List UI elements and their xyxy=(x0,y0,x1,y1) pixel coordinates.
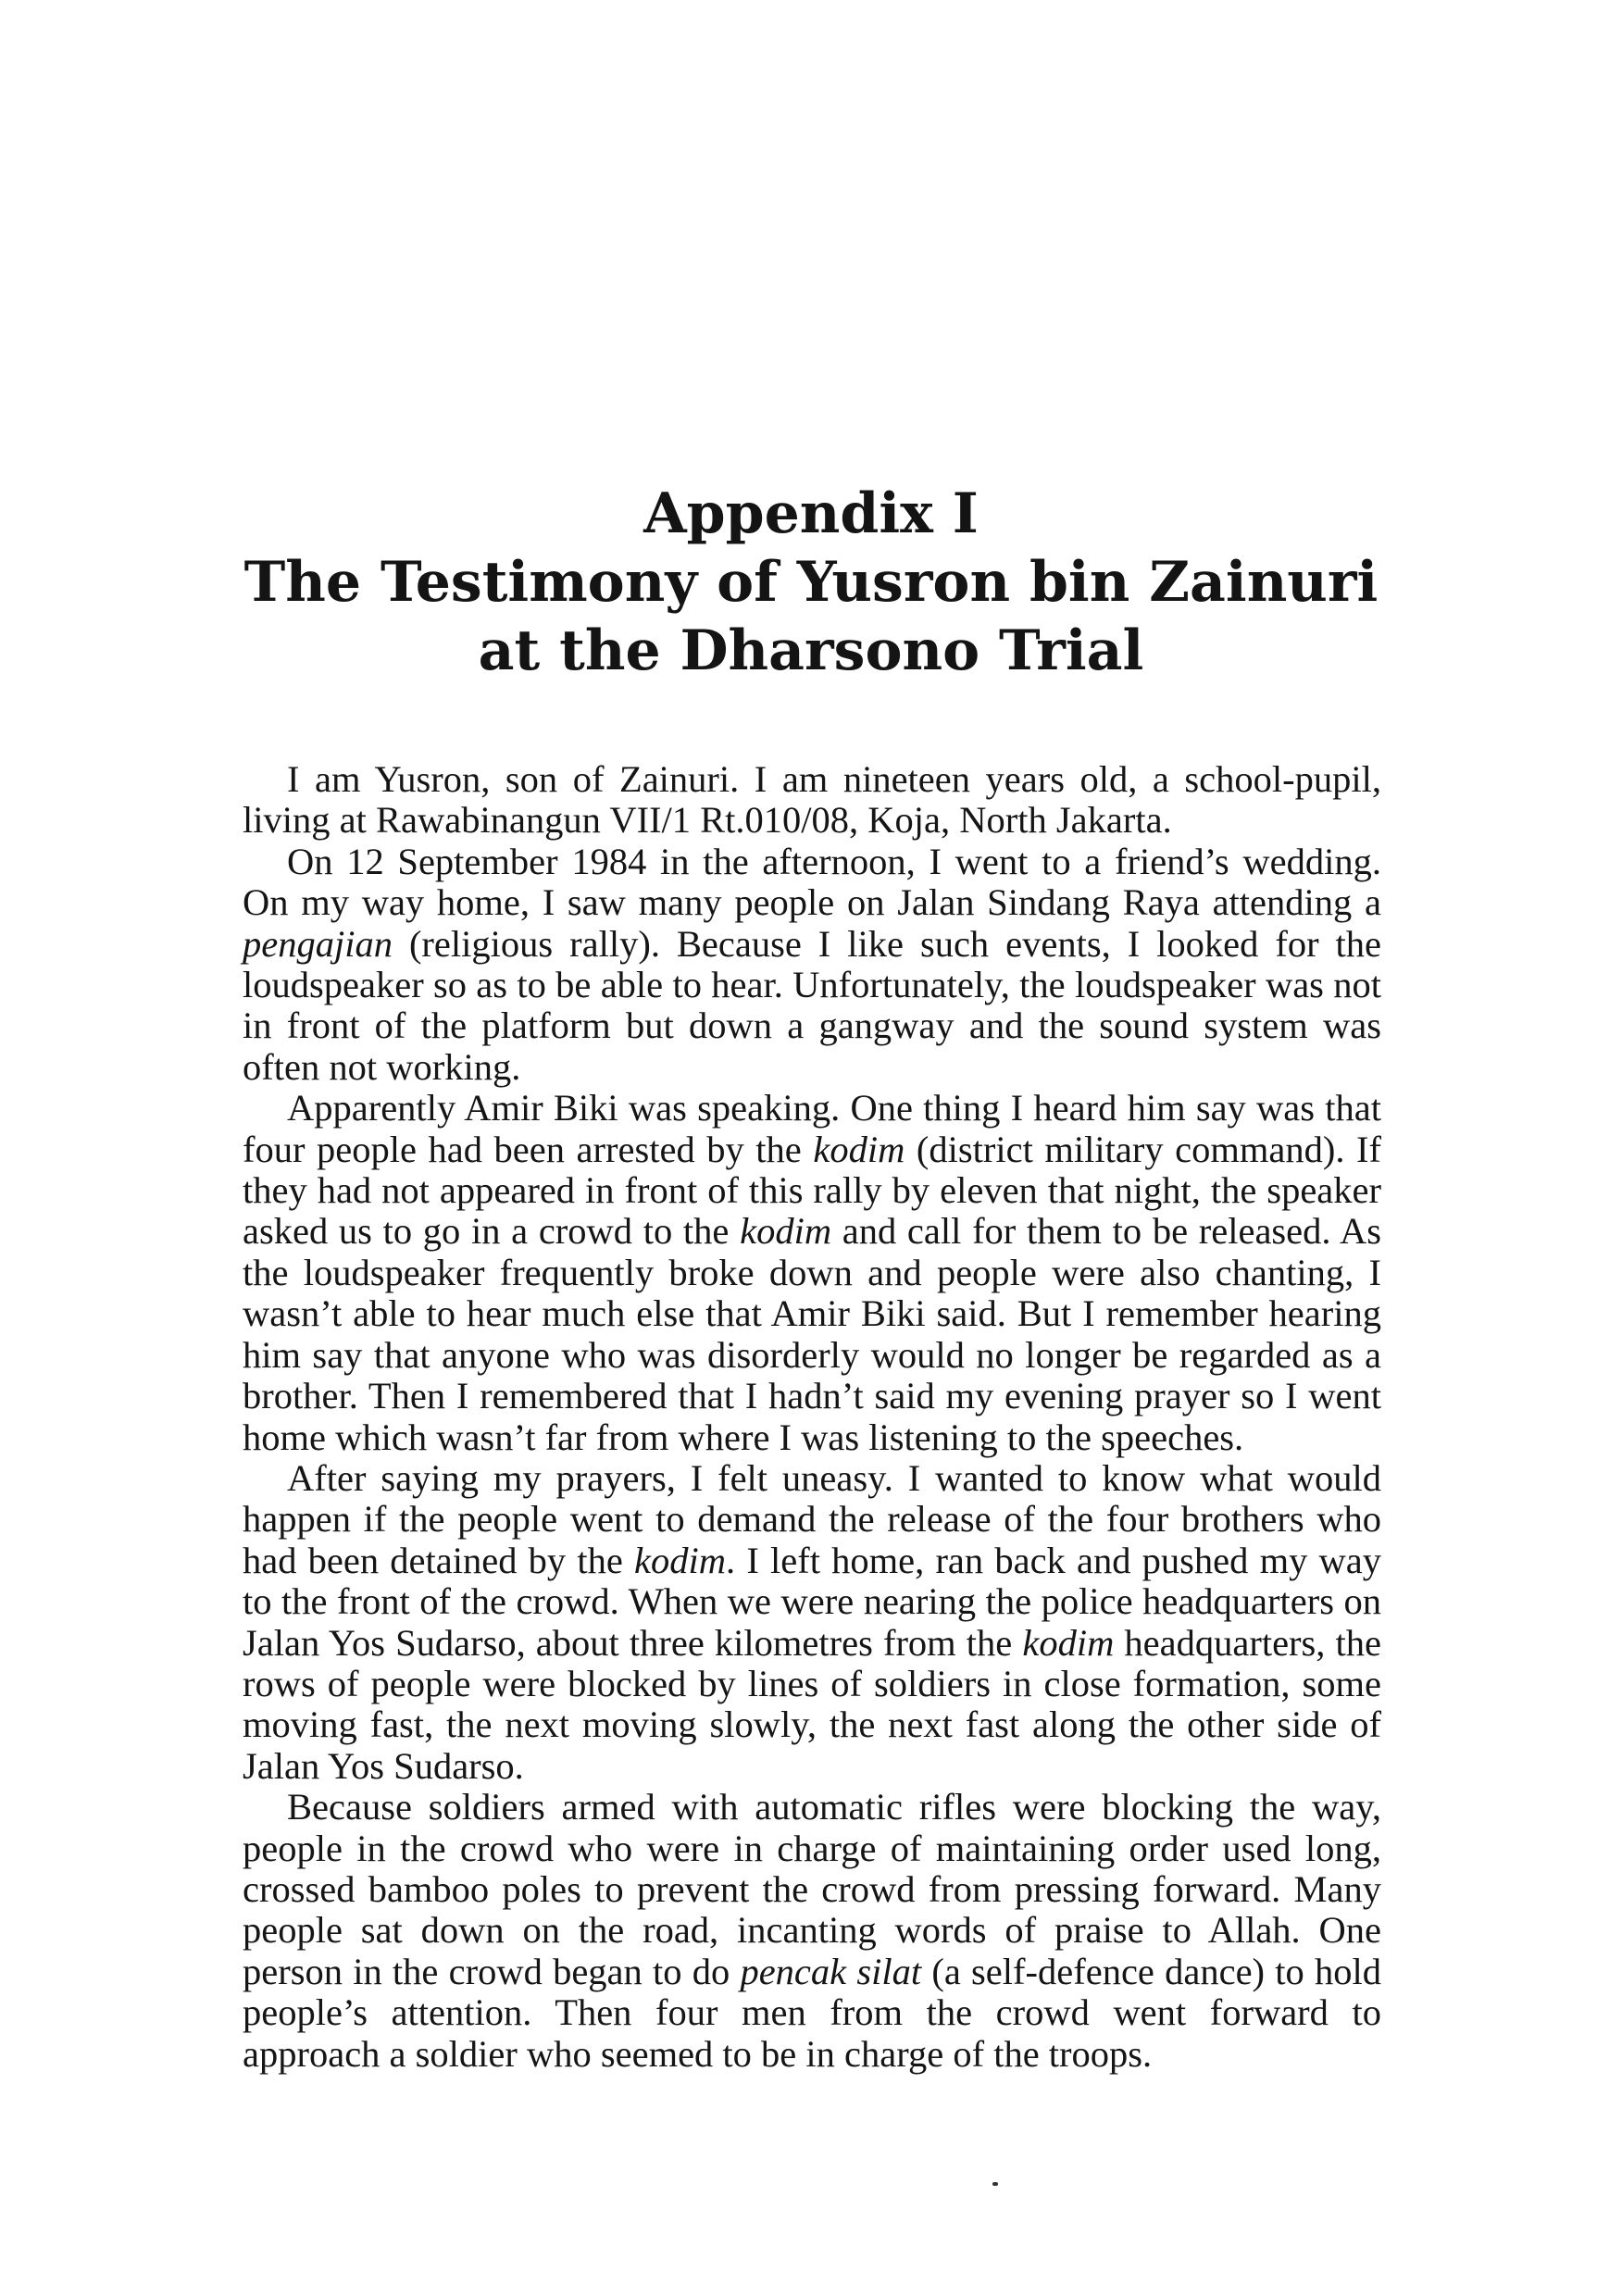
paragraph-4-text-c: . I left home, ran back and pushed my way to the front of the crowd. When we were nearing the police headquarters on Jalan Yos Sudarso, about three kilometres from the xyxy=(243,1539,1381,1664)
appendix-title-line-2: at the Dharsono Trial xyxy=(478,618,1144,683)
paragraph-3-text-a: Apparently Amir Biki was speaking. One thing I heard him say was that four people had been arrested by the xyxy=(243,1087,1381,1170)
paragraph-5-text-a: Because soldiers armed with automatic rifles were blocking the way, people in the crowd who were in charge of maintaining order used long, crossed bamboo poles to prevent the crowd from pressing forward. Many people sat down on the road, incanting words of praise to Allah. One person in the crowd began to do xyxy=(243,1786,1381,1992)
paragraph-3-term-kodim-2: kodim xyxy=(740,1210,832,1253)
scan-speck xyxy=(992,2182,998,2186)
paragraph-2 xyxy=(243,842,1381,1088)
appendix-title-line-1: The Testimony of Yusron bin Zainuri xyxy=(243,550,1379,615)
paragraph-3-term-kodim-1: kodim xyxy=(813,1128,905,1170)
paragraph-3-text-e: and call for them to be released. As the loudspeaker frequently broke down and people were also chanting, I wasn’t able to hear much else that Amir Biki said. But I remember hearing him say that anyone who was disorderly would no longer be regarded as a brother. Then I remembered that I hadn’t said my evening prayer so I went home which wasn’t far from where I was listening to the speeches. xyxy=(243,1210,1381,1458)
paragraph-3-text-c: (district military command). If they had not appeared in front of this rally by eleven that night, the speaker asked us to go in a crowd to the xyxy=(243,1128,1382,1253)
paragraph-5-text-c: (a self-defence dance) to hold people’s attention. Then four men from the crowd went forward to approach a soldier who seemed to be in charge of the troops. xyxy=(243,1950,1381,2075)
paragraph-1: I am Yusron, son of Zainuri. I am nineteen years old, a school-pupil, living at Rawabinangun VII/1 Rt.010/08, Koja, North Jakarta. xyxy=(243,758,1381,842)
paragraph-2-text-a: On 12 September 1984 in the afternoon, I went to a friend’s wedding. On my way home, I saw many people on Jalan Sindang Raya attending a xyxy=(243,840,1381,924)
paragraph-4-text-a: After saying my prayers, I felt uneasy. I wanted to know what would happen if the people went to demand the release of the four brothers who had been detained by the xyxy=(243,1456,1381,1581)
testimony-body xyxy=(243,759,1381,2075)
appendix-label: Appendix I xyxy=(643,481,979,546)
paragraph-4-text-e: headquarters, the rows of people were blocked by lines of soldiers in close formation, some moving fast, the next moving slowly, the next fast along the other side of Jalan Yos Sudarso. xyxy=(243,1621,1381,1787)
paragraph-4 xyxy=(243,1458,1381,1787)
appendix-heading xyxy=(243,480,1379,685)
paragraph-4-term-kodim-1: kodim xyxy=(634,1539,727,1581)
paragraph-2-text-c: (religious rally). Because I like such events, I looked for the loudspeaker so as to be able to hear. Unfortunately, the loudspeaker was not in front of the platform but down a gangway and the sound system was often not working. xyxy=(243,922,1381,1088)
paragraph-5-term-pencak-silat: pencak silat xyxy=(740,1950,922,1992)
paragraph-3 xyxy=(243,1088,1381,1458)
paragraph-4-term-kodim-2: kodim xyxy=(1022,1621,1115,1664)
paragraph-2-term-pengajian: pengajian xyxy=(243,922,393,965)
paragraph-5 xyxy=(243,1787,1381,2075)
